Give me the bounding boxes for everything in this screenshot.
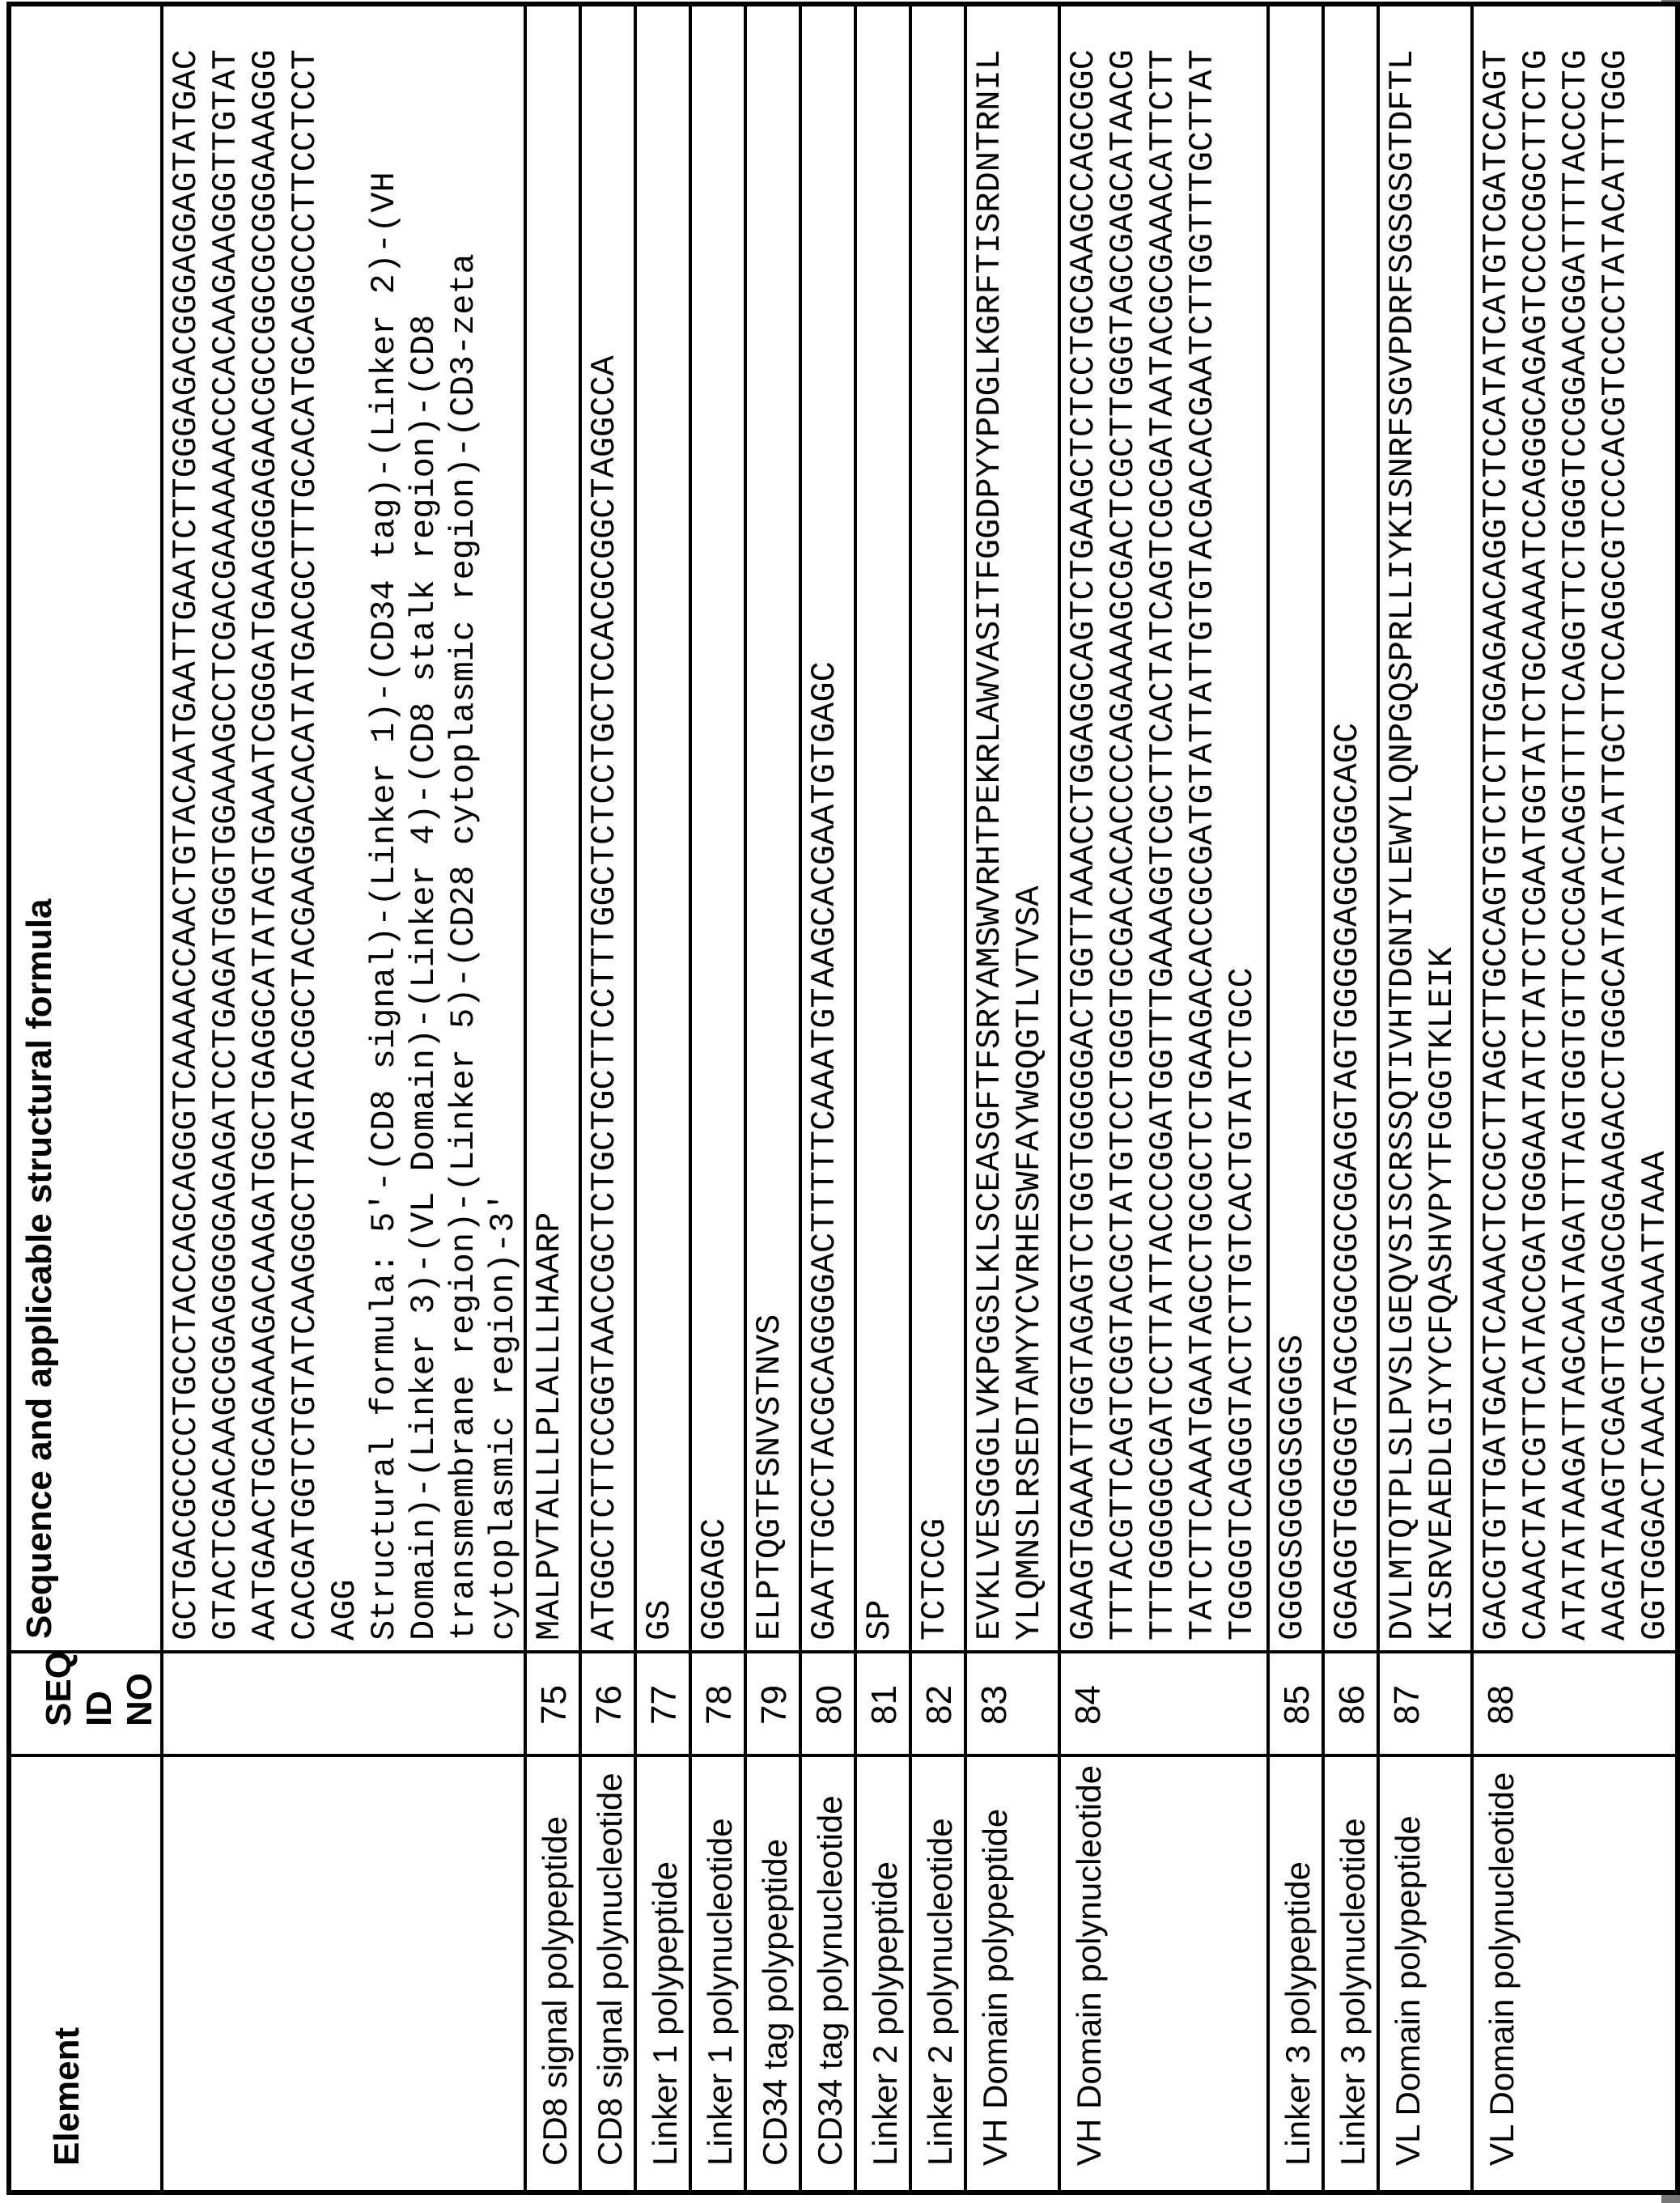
seq-id-cell: 82 — [910, 1652, 965, 1755]
sequence-cell: DVLMTQTPLSLPVSLGEQVSISCRSSQTIVHTDGNIYLEWYLQNPGQSPRLLIYKISNRFSGVPDRFSGSGSGTDFTL KISRVEAEDLGIYYCFQASHVPYTFGGGTKLEIK — [1378, 4, 1472, 1652]
sequence-cell: GAAGTGAAATTGGTAGAGTCTGGTGGGGGACTGGTTAAACCTGGAGGCAGTCTGAAGCTCTCCTGCGAAGCCAGCGGC TTTACGTTCAGTCGGTACGCTATGTCCTGGGTGCGACACACCCCAGAAAAGCGACTCGCTTGGGTAGCGAGCATAACG TTTGGGGGCGATCCTTATTACCCGGATGGTTTGAAAGGTCGCTTCACTATCAGTCGCGATAATACGCGAAACATTCTT TATCTTCAAATGAATAGCCTGCGCTCTGAAGACACCGCGATGTATTATTGTGTACGACACGAATCTTGGTTTGCTTAT TGGGGTCAGGGTACTCTTGTCACTGTATCTGCC — [1059, 4, 1268, 1652]
element-cell: VL Domain polynucleotide — [1472, 1755, 1678, 2192]
seq-id-cell: 88 — [1472, 1652, 1678, 1755]
element-cell: CD8 signal polypeptide — [525, 1755, 580, 2192]
header-seq-id-no — [9, 1652, 162, 1755]
header-sequence-label: Sequence and applicable structural formula — [19, 898, 59, 1639]
header-element-label: Element — [47, 2027, 87, 2166]
sequence-cell: GCTGACGCCCCTGCCTACCAGCAGGGTCAAAACCAACTGTACAATGAATTGAATCTTGGGAGACGGGAGGAGTATGAC GTACTCGACAAGCGGAGGGGGAGAGATCCTGAGATGGGTGGAAAGCCTCGACGAAAAAACCCACAAGAAGGGTTGTAT AATGAACTGCAGAAAGACAAGATGGCTGAGGCATATAGTGAAATCGGGATGAAGGGAGAACGCCGGCGCGGGAAAGGG CACGATGGTCTGTATCAAGGGCTTAGTACGGCTACGAAGGACACATATGACGCTTTGCACATGCAGGCCCTTCCTCCT AGG Structural formula: 5'-(CD8 signal)-(Linker 1)-(CD34 tag)-(Linker 2)-(VH Domain)-(Linker 3)-(VL Domain)-(Linker 4)-(CD8 stalk region)-(CD8 transmembrane region)-(Linker 5)-(CD28 cytoplasmic region)-(CD3-zeta cytoplasmic region)-3' — [162, 4, 525, 1652]
table-row — [580, 4, 635, 2192]
header-row — [9, 4, 162, 2192]
seq-id-cell: 86 — [1323, 1652, 1378, 1755]
seq-id-cell: 76 — [580, 1652, 635, 1755]
table-row — [162, 4, 525, 2192]
sequence-cell: GACGTGTTGATGACTCAAACTCCGCTTAGCTTGCCAGTGTCTCTTGGAGAACAGGTCTCCATATCATGTCGATCCAGT CAAACTATCGTTCATACCGATGGGAATATCTATCTCGAATGGTATCTGCAAAATCCAGGGCAGAGTCCCCGGCTTCTG ATATATAAGATTAGCAATAGATTTAGTGGTGTTCCCGACAGGTTTTCAGGTTCTGGGTCCGGAACGGATTTTACCCTG AAGATAAGTCGAGTTGAAGCGGAAGACCTGGGCATATACTATTGCTTCCAGGCGTCCCACGTCCCCTATACATTTGGG GGTGGGACTAAACTGGAAATTAAA — [1472, 4, 1678, 1652]
table-row — [1472, 4, 1678, 2192]
element-cell: Linker 3 polypeptide — [1268, 1755, 1323, 2192]
element-cell: CD8 signal polynucleotide — [580, 1755, 635, 2192]
seq-id-cell: 77 — [635, 1652, 690, 1755]
seq-id-cell: 84 — [1059, 1652, 1268, 1755]
header-element — [9, 1755, 162, 2192]
sequence-cell: TCTCCG — [910, 4, 965, 1652]
table-row — [800, 4, 855, 2192]
element-cell — [162, 1755, 525, 2192]
seq-id-cell: 87 — [1378, 1652, 1472, 1755]
header-sequence — [9, 4, 162, 1652]
table-row — [910, 4, 965, 2192]
sequence-cell: GGGAGC — [690, 4, 745, 1652]
table-row — [690, 4, 745, 2192]
table-row — [745, 4, 800, 2192]
sequence-table — [6, 2, 1680, 2195]
sequence-cell: EVKLVESGGGLVKPGGSLKLSCEASGFTFSRYAMSWVRHTPEKRLAWVASITFGGDPYYPDGLKGRFTISRDNTRNIL YLQMNSLRSEDTAMYYCVRHESWFAYWGQGTLVTVSA — [965, 4, 1059, 1652]
element-cell: VH Domain polypeptide — [965, 1755, 1059, 2192]
sequence-cell: SP — [855, 4, 910, 1652]
seq-id-cell: 80 — [800, 1652, 855, 1755]
seq-id-cell: 83 — [965, 1652, 1059, 1755]
sequence-cell: ATGGCTCTTCCGGTAACCGCTCTGCTGCTTCCTTTGGCTCTCCTGCTCCACGCGGCTAGGCCA — [580, 4, 635, 1652]
sequence-cell: ELPTQGTFSNVSTNVS — [745, 4, 800, 1652]
table-row — [1268, 4, 1323, 2192]
table-row — [525, 4, 580, 2192]
element-cell: VH Domain polynucleotide — [1059, 1755, 1268, 2192]
seq-id-cell: 75 — [525, 1652, 580, 1755]
element-cell: Linker 3 polynucleotide — [1323, 1755, 1378, 2192]
rotated-table-container — [6, 6, 1674, 2195]
sequence-cell: GGAGGTGGGGGTAGCGGCGGCGGAGGTAGTGGGGGAGGCGGCAGC — [1323, 4, 1378, 1652]
table-row — [1059, 4, 1268, 2192]
element-cell: Linker 2 polypeptide — [855, 1755, 910, 2192]
table-row — [965, 4, 1059, 2192]
table-row — [1323, 4, 1378, 2192]
seq-id-cell: 81 — [855, 1652, 910, 1755]
element-cell: CD34 tag polynucleotide — [800, 1755, 855, 2192]
element-cell: CD34 tag polypeptide — [745, 1755, 800, 2192]
seq-id-cell: 85 — [1268, 1652, 1323, 1755]
table-row — [1378, 4, 1472, 2192]
seq-id-cell: 79 — [745, 1652, 800, 1755]
sequence-cell: GS — [635, 4, 690, 1652]
seq-id-cell — [162, 1652, 525, 1755]
element-cell: VL Domain polypeptide — [1378, 1755, 1472, 2192]
element-cell: Linker 2 polynucleotide — [910, 1755, 965, 2192]
seq-id-cell: 78 — [690, 1652, 745, 1755]
sequence-cell: MALPVTALLLPLALLLHAARP — [525, 4, 580, 1652]
element-cell: Linker 1 polynucleotide — [690, 1755, 745, 2192]
header-seq-id-label: SEQ ID NO — [39, 1651, 159, 1726]
table-row — [635, 4, 690, 2192]
sequence-cell: GAATTGCCTACGCAGGGGACTTTTTCAAATGTAAGCACGAATGTGAGC — [800, 4, 855, 1652]
table-row — [855, 4, 910, 2192]
sequence-cell: GGGGSGGGGSGGGGS — [1268, 4, 1323, 1652]
element-cell: Linker 1 polypeptide — [635, 1755, 690, 2192]
